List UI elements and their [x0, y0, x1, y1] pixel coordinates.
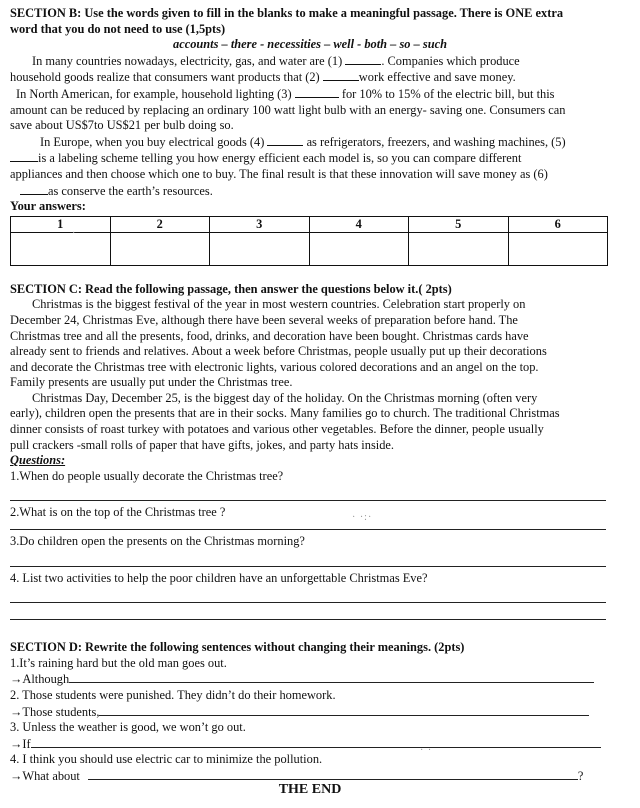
- blank-3[interactable]: [295, 86, 339, 98]
- answer-line-1[interactable]: [10, 484, 606, 501]
- scan-speck: · ·:·: [352, 512, 373, 523]
- blank-5[interactable]: [10, 150, 38, 162]
- rewrite-sentence-4: 4. I think you should use electric car to minimize the pollution.: [10, 752, 323, 767]
- text: as refrigerators, freezers, and washing machines, (5): [306, 134, 566, 149]
- question-2: 2.What is on the top of the Christmas tree ?: [10, 505, 226, 520]
- rewrite-input-3[interactable]: [31, 736, 601, 748]
- answer-col-4: 4: [309, 216, 409, 232]
- rewrite-input-4[interactable]: [88, 768, 578, 780]
- passage-c-line: already sent to friends and relatives. About a week before Christmas, people usually put up their decorations: [10, 344, 547, 359]
- blank-1[interactable]: [345, 53, 381, 65]
- passage-b-line: appliances and then choose which one to buy. The final result is that these innovation will save money as (6): [10, 166, 548, 181]
- questions-label: Questions:: [10, 453, 66, 468]
- blank-2[interactable]: [323, 69, 359, 81]
- the-end-footer: THE END: [278, 782, 342, 797]
- passage-c-line: Christmas Day, December 25, is the biggest day of the holiday. On the Christmas morning (often very: [32, 390, 538, 405]
- answer-input-row: [11, 232, 608, 265]
- prompt: →Although: [10, 672, 70, 687]
- answer-col-2: 2: [110, 216, 210, 232]
- text: In many countries nowadays, electricity, gas, and water are (1): [32, 53, 343, 68]
- scan-speck: · ·: [420, 745, 433, 756]
- question-1: 1.When do people usually decorate the Christmas tree?: [10, 468, 284, 483]
- passage-c-line: pull crackers -small rolls of paper that have gifts, jokes, and party hats inside.: [10, 437, 395, 452]
- question-mark: ?: [577, 768, 584, 783]
- passage-c-line: and decorate the Christmas tree with electronic lights, various colored decorations and an angel on the top.: [10, 359, 539, 374]
- text: as conserve the earth’s resources.: [48, 183, 213, 198]
- question-3: 3.Do children open the presents on the Christmas morning?: [10, 534, 305, 549]
- passage-b-line: [10, 69, 610, 86]
- prompt: →What about: [10, 768, 80, 783]
- passage-c-line: December 24, Christmas Eve, although there have been several weeks of preparation before hand. The: [10, 312, 518, 327]
- answer-header-row: [11, 216, 608, 232]
- rewrite-input-1[interactable]: [69, 671, 594, 683]
- section-d-title: SECTION D: Rewrite the following sentences without changing their meanings. (2pts): [10, 640, 465, 655]
- passage-b-line: save about US$7to US$21 per bulb doing so.: [10, 118, 234, 133]
- passage-c-line: Christmas is the biggest festival of the year in most western countries. Celebration start properly on: [32, 297, 526, 312]
- text: for 10% to 15% of the electric bill, but this: [341, 86, 555, 101]
- text: . Companies which produce: [381, 53, 520, 68]
- answer-line-4a[interactable]: [10, 586, 606, 603]
- passage-b-line: [10, 134, 610, 151]
- rewrite-sentence-1: 1.It’s raining hard but the old man goes out.: [10, 655, 227, 670]
- worksheet-page: [10, 6, 610, 785]
- rewrite-sentence-3: 3. Unless the weather is good, we won’t go out.: [10, 720, 246, 735]
- blank-6[interactable]: [20, 183, 48, 195]
- rewrite-input-2[interactable]: [99, 704, 589, 716]
- section-c-title: SECTION C: Read the following passage, then answer the questions below it.( 2pts): [10, 281, 452, 296]
- text: household goods realize that consumers want products that (2): [10, 70, 320, 85]
- passage-c-line: Family presents are usually put under the Christmas tree.: [10, 375, 293, 390]
- rewrite-answer-1: [10, 671, 610, 688]
- answer-cell-4[interactable]: [309, 232, 409, 265]
- section-b-title: SECTION B: Use the words given to fill in the blanks to make a meaningful passage. There is ONE extra: [10, 6, 564, 20]
- answer-col-3: 3: [210, 216, 310, 232]
- answer-table: [10, 216, 608, 266]
- answer-col-5: 5: [409, 216, 509, 232]
- answer-cell-3[interactable]: [210, 232, 310, 265]
- scan-speck: ·: [72, 228, 77, 239]
- text: In Europe, when you buy electrical goods (4): [40, 134, 265, 149]
- answer-line-3[interactable]: [10, 550, 606, 567]
- passage-b-line: [10, 53, 610, 70]
- prompt: →If: [10, 736, 31, 751]
- answer-col-1: 1: [11, 216, 111, 232]
- passage-c-line: dinner consists of roast turkey with potatoes and various other vegetables. Before the dinner, people usually: [10, 422, 544, 437]
- answer-line-4b[interactable]: [10, 603, 606, 620]
- word-box: accounts – there - necessities – well - both – so – such: [173, 37, 447, 52]
- answer-cell-5[interactable]: [409, 232, 509, 265]
- answer-col-6: 6: [508, 216, 608, 232]
- passage-c-line: early), children open the presents that are in their socks. Many families go to church. The traditional Christmas: [10, 406, 560, 421]
- question-4: 4. List two activities to help the poor children have an unforgettable Christmas Eve?: [10, 570, 428, 585]
- prompt: →Those students,: [10, 704, 100, 719]
- passage-b-line: [10, 183, 610, 200]
- rewrite-sentence-2: 2. Those students were punished. They didn’t do their homework.: [10, 688, 336, 702]
- answer-cell-6[interactable]: [508, 232, 608, 265]
- passage-c-line: Christmas tree and all the presents, food, drinks, and decoration have been bought. Christmas cards have: [10, 328, 529, 343]
- passage-b-line: amount can be reduced by replacing an ordinary 100 watt light bulb with an energy- saving one. Consumers can: [10, 102, 566, 117]
- rewrite-answer-2: [10, 704, 610, 721]
- blank-4[interactable]: [267, 134, 303, 146]
- text: is a labeling scheme telling you how energy efficient each model is, so you can compare different: [38, 151, 522, 166]
- answer-line-2[interactable]: [10, 521, 606, 530]
- answer-cell-1[interactable]: [11, 232, 111, 265]
- section-b-title-cont: word that you do not need to use (1,5pts): [10, 21, 226, 36]
- text: work effective and save money.: [358, 70, 516, 85]
- answer-cell-2[interactable]: [110, 232, 210, 265]
- passage-b-line: [10, 86, 610, 103]
- text: In North American, for example, household lighting (3): [16, 86, 292, 101]
- rewrite-answer-3: [10, 736, 610, 753]
- answers-label: Your answers:: [10, 199, 86, 214]
- passage-b-line: [10, 150, 610, 167]
